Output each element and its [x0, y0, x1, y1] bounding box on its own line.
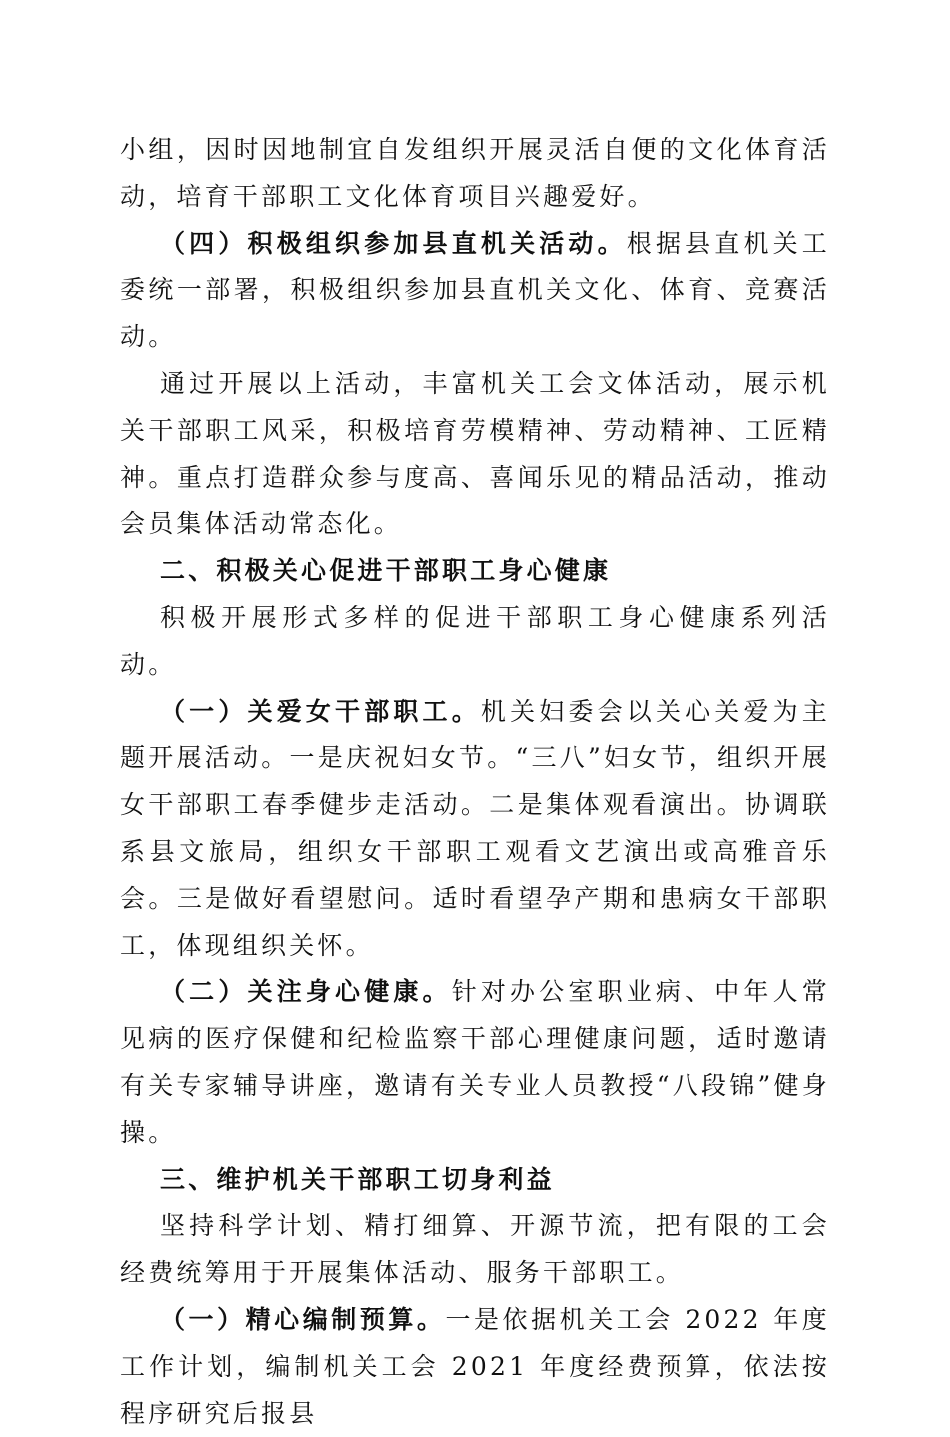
paragraph-text: 机关妇委会以关心关爱为主题开展活动。一是庆祝妇女节。“三八”妇女节，组织开展女干部职工春季健步走活动。二是集体观看演出。协调联系县文旅局，组织女干部职工观看文艺演出或高雅音乐会。三是做好看望慰问。适时看望孕产期和患病女干部职工，体现组织关怀。	[120, 696, 831, 960]
paragraph-section-intro	[120, 1203, 830, 1297]
paragraph-text: 根据县直机关工委统一部署，积极组织参加县直机关文化、体育、竞赛活动。	[120, 228, 831, 352]
section-heading-two: 二、积极关心促进干部职工身心健康	[160, 556, 612, 586]
paragraph-text: 坚持科学计划、精打细算、开源节流，把有限的工会经费统筹用于开展集体活动、服务干部职工。	[120, 1211, 830, 1288]
paragraph-text: 一是依据机关工会 2022 年度工作计划，编制机关工会 2021 年度经费预算，依法按程序研究后报县	[120, 1304, 830, 1428]
paragraph-text: 针对办公室职业病、中年人常见病的医疗保健和纪检监察干部心理健康问题，适时邀请有关专家辅导讲座，邀请有关专业人员教授“八段锦”健身操。	[120, 977, 830, 1147]
paragraph-item-four	[120, 221, 830, 361]
paragraph-continuation	[120, 127, 830, 221]
item-lead: （四）积极组织参加县直机关活动。	[160, 228, 627, 258]
section-heading-three: 三、维护机关干部职工切身利益	[160, 1164, 555, 1194]
item-lead: （一）精心编制预算。	[160, 1304, 446, 1334]
paragraph-text: 小组，因时因地制宜自发组织开展灵活自便的文化体育活动，培育干部职工文化体育项目兴趣爱好。	[120, 135, 830, 211]
item-lead: （二）关注身心健康。	[160, 977, 452, 1007]
paragraph-summary	[120, 361, 830, 548]
paragraph-item-two	[120, 969, 830, 1156]
document-page	[120, 127, 830, 1437]
item-lead: （一）关爱女干部职工。	[160, 696, 481, 726]
paragraph-item-one-budget	[120, 1297, 830, 1437]
paragraph-text: 积极开展形式多样的促进干部职工身心健康系列活动。	[120, 602, 830, 679]
paragraph-section-intro	[120, 595, 830, 689]
paragraph-text: 通过开展以上活动，丰富机关工会文体活动，展示机关干部职工风采，积极培育劳模精神、劳动精神、工匠精神。重点打造群众参与度高、喜闻乐见的精品活动，推动会员集体活动常态化。	[120, 368, 830, 539]
paragraph-item-one	[120, 689, 830, 970]
